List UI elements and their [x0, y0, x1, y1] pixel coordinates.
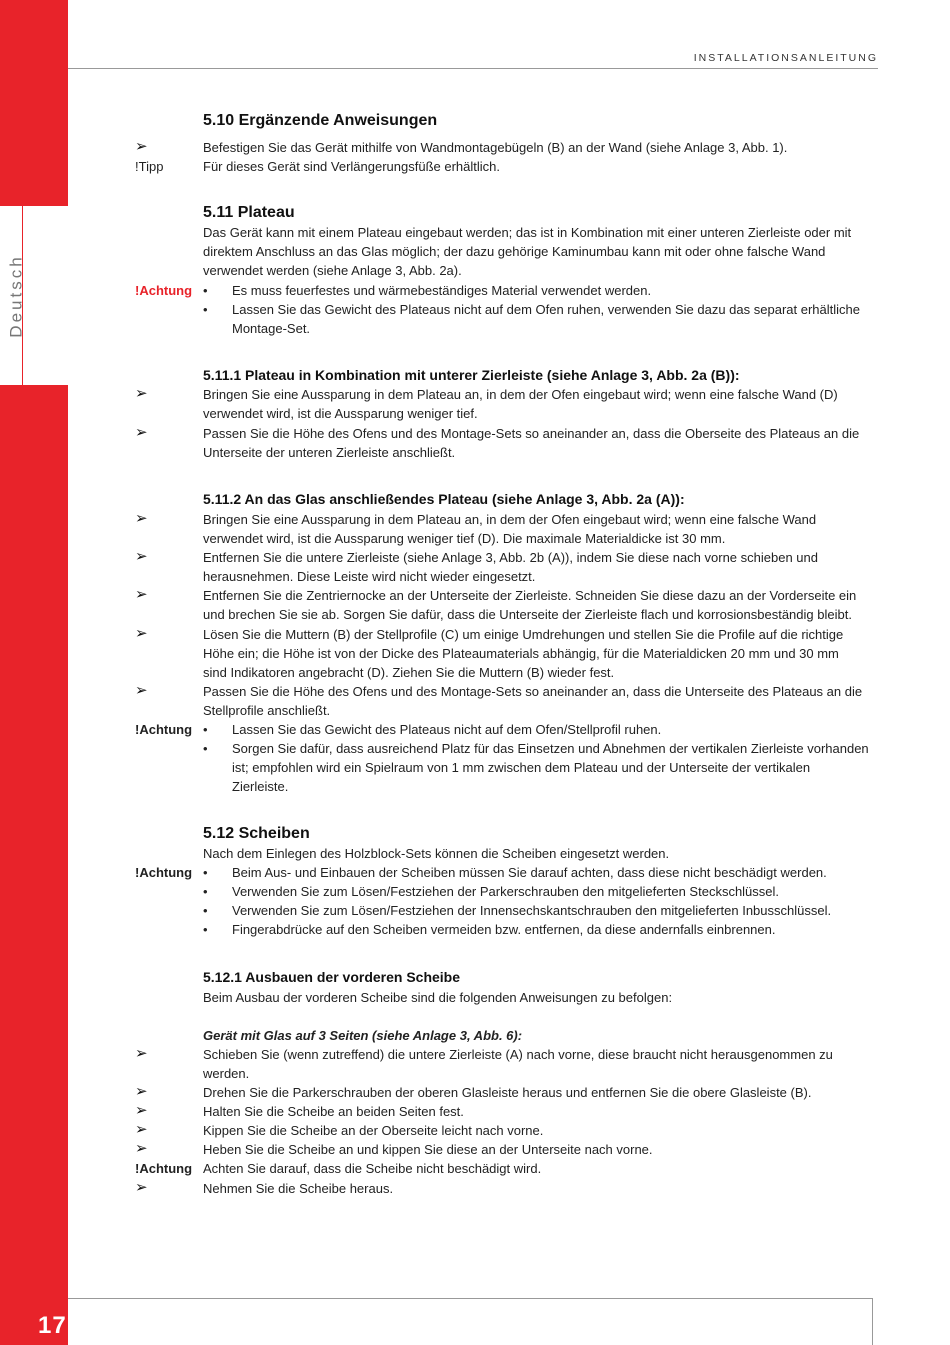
bullet-icon: • — [203, 741, 208, 756]
instruction-text: Stellprofile anschließt. — [203, 703, 331, 718]
arrow-bullet-icon: ➢ — [135, 1179, 148, 1196]
arrow-bullet-icon: ➢ — [135, 138, 148, 155]
instruction-text: Passen Sie die Höhe des Ofens und des Montage-Sets so aneinander an, dass die Oberseite des Plateaus an die — [203, 426, 860, 441]
instruction-text: werden. — [203, 1066, 250, 1081]
arrow-bullet-icon: ➢ — [135, 625, 148, 642]
page-number: 17 — [38, 1312, 67, 1339]
instruction-text: und brechen Sie sie ab. Sorgen Sie dafür, dass die Unterseite der Zierleiste flach und korrosionsbeständig bleibt. — [203, 607, 852, 622]
achtung-label: !Achtung — [135, 722, 193, 737]
header-rule — [68, 68, 878, 69]
arrow-bullet-icon: ➢ — [135, 385, 148, 402]
achtung-label: !Achtung — [135, 283, 193, 298]
instruction-text: Bringen Sie eine Aussparung in dem Plateau an, in dem der Ofen eingebaut wird; wenn eine falsche Wand — [203, 512, 817, 527]
arrow-bullet-icon: ➢ — [135, 586, 148, 603]
warning-text: Fingerabdrücke auf den Scheiben vermeiden bzw. entfernen, da diese andernfalls einbrennen. — [232, 922, 776, 937]
warning-text: Lassen Sie das Gewicht des Plateaus nicht auf dem Ofen ruhen, verwenden Sie dazu das separat erhältliche — [232, 302, 860, 317]
instruction-text: Halten Sie die Scheibe an beiden Seiten fest. — [203, 1104, 464, 1119]
section-heading-5-11: 5.11 Plateau — [203, 204, 295, 221]
subsection-heading-5-11-2: 5.11.2 An das Glas anschließendes Plateau (siehe Anlage 3, Abb. 2a (A)): — [203, 491, 685, 507]
paragraph-line: Beim Ausbau der vorderen Scheibe sind die folgenden Anweisungen zu befolgen: — [203, 990, 673, 1005]
instruction-text: Bringen Sie eine Aussparung in dem Plateau an, in dem der Ofen eingebaut wird; wenn eine falsche Wand (D) — [203, 387, 838, 402]
instruction-text: Entfernen Sie die Zentriernocke an der Unterseite der Zierleiste. Schneiden Sie diese dazu an der Vorderseite ein — [203, 588, 857, 603]
bullet-icon: • — [203, 722, 208, 737]
instruction-text: verwendet wird, ist die Aussparung weniger tief (D). Die maximale Materialdicke ist 30 mm. — [203, 531, 726, 546]
section-heading-5-12: 5.12 Scheiben — [203, 825, 310, 842]
arrow-bullet-icon: ➢ — [135, 682, 148, 699]
warning-text: Verwenden Sie zum Lösen/Festziehen der Innensechskantschrauben den mitgelieferten Inbusschlüssel. — [232, 903, 832, 918]
section-heading-5-10: 5.10 Ergänzende Anweisungen — [203, 112, 438, 129]
warning-text: Lassen Sie das Gewicht des Plateaus nicht auf dem Ofen/Stellprofil ruhen. — [232, 722, 662, 737]
instruction-text: Befestigen Sie das Gerät mithilfe von Wandmontagebügeln (B) an der Wand (siehe Anlage 3, Abb. 1). — [203, 140, 788, 155]
arrow-bullet-icon: ➢ — [135, 1102, 148, 1119]
arrow-bullet-icon: ➢ — [135, 510, 148, 527]
warning-text: Es muss feuerfestes und wärmebeständiges Material verwendet werden. — [232, 283, 652, 298]
page-header-title: INSTALLATIONSANLEITUNG — [693, 52, 878, 64]
achtung-label: !Achtung — [135, 865, 193, 880]
language-tab — [0, 206, 34, 386]
bullet-icon: • — [203, 884, 208, 899]
instruction-text: Heben Sie die Scheibe an und kippen Sie diese an der Unterseite nach vorne. — [203, 1142, 653, 1157]
red-margin-bar-bottom — [0, 385, 68, 1345]
bullet-icon: • — [203, 903, 208, 918]
instruction-text: Unterseite der unteren Zierleiste anschließt. — [203, 445, 456, 460]
arrow-bullet-icon: ➢ — [135, 548, 148, 565]
instruction-text: Kippen Sie die Scheibe an der Oberseite leicht nach vorne. — [203, 1123, 544, 1138]
bullet-icon: • — [203, 283, 208, 298]
arrow-bullet-icon: ➢ — [135, 1083, 148, 1100]
subsection-heading-5-11-1: 5.11.1 Plateau in Kombination mit unterer Zierleiste (siehe Anlage 3, Abb. 2a (B)): — [203, 367, 740, 383]
achtung-label: !Achtung — [135, 1161, 193, 1176]
instruction-text: herausnehmen. Diese Leiste wird nicht wieder eingesetzt. — [203, 569, 536, 584]
bullet-icon: • — [203, 922, 208, 937]
arrow-bullet-icon: ➢ — [135, 1045, 148, 1062]
footer-rule — [68, 1298, 872, 1299]
instruction-text: Nehmen Sie die Scheibe heraus. — [203, 1181, 394, 1196]
bullet-icon: • — [203, 302, 208, 317]
paragraph-line: verwendet werden (siehe Anlage 3, Abb. 2a). — [203, 263, 462, 278]
instruction-text: Höhe ein; die Höhe ist von der Dicke des Plateaumaterials abhängig, für die Materialdicken 20 mm und 30 mm — [203, 646, 839, 661]
instruction-text: verwendet wird, ist die Aussparung weniger tief. — [203, 406, 478, 421]
language-label: Deutsch — [7, 254, 26, 338]
instruction-text: sind Indikatoren angebracht (D). Ziehen Sie die Muttern (B) wieder fest. — [203, 665, 615, 680]
warning-text: Achten Sie darauf, dass die Scheibe nicht beschädigt wird. — [203, 1161, 542, 1176]
warning-text: Zierleiste. — [232, 779, 289, 794]
instruction-text: Passen Sie die Höhe des Ofens und des Montage-Sets so aneinander an, dass die Unterseite des Plateaus an die — [203, 684, 863, 699]
paragraph-line: direktem Anschluss an das Glas möglich; der dazu gehörige Kaminumbau kann mit oder ohne falsche Wand — [203, 244, 826, 259]
warning-text: Beim Aus- und Einbauen der Scheiben müssen Sie darauf achten, dass diese nicht beschädigt werden. — [232, 865, 827, 880]
warning-text: Montage-Set. — [232, 321, 311, 336]
arrow-bullet-icon: ➢ — [135, 1140, 148, 1157]
tipp-text: Für dieses Gerät sind Verlängerungsfüße erhältlich. — [203, 159, 500, 174]
warning-text: Sorgen Sie dafür, dass ausreichend Platz für das Einsetzen und Abnehmen der vertikalen Zierleiste vorhanden — [232, 741, 869, 756]
footer-corner-rule — [872, 1298, 873, 1345]
instruction-text: Entfernen Sie die untere Zierleiste (siehe Anlage 3, Abb. 2b (A)), indem Sie diese nach vorne schieben und — [203, 550, 818, 565]
red-margin-bar-top — [0, 0, 68, 206]
warning-text: ist; empfohlen wird ein Spielraum von 1 mm zwischen dem Plateau und der Unterseite der vertikalen — [232, 760, 811, 775]
subsection-heading-5-12-1: 5.12.1 Ausbauen der vorderen Scheibe — [203, 969, 461, 985]
arrow-bullet-icon: ➢ — [135, 1121, 148, 1138]
paragraph-line: Das Gerät kann mit einem Plateau eingebaut werden; das ist in Kombination mit einer unteren Zierleiste oder mit — [203, 225, 852, 240]
instruction-text: Lösen Sie die Muttern (B) der Stellprofile (C) um einige Umdrehungen und stellen Sie die Profile auf die richtige — [203, 627, 844, 642]
instruction-text: Drehen Sie die Parkerschrauben der oberen Glasleiste heraus und entfernen Sie die obere Glasleiste (B). — [203, 1085, 812, 1100]
warning-text: Verwenden Sie zum Lösen/Festziehen der Parkerschrauben den mitgelieferten Steckschlüssel. — [232, 884, 780, 899]
paragraph-line: Nach dem Einlegen des Holzblock-Sets können die Scheiben eingesetzt werden. — [203, 846, 670, 861]
arrow-bullet-icon: ➢ — [135, 424, 148, 441]
instruction-text: Schieben Sie (wenn zutreffend) die untere Zierleiste (A) nach vorne, diese braucht nicht herausgenommen zu — [203, 1047, 833, 1062]
tipp-label: !Tipp — [135, 159, 164, 174]
bullet-icon: • — [203, 865, 208, 880]
italic-subheading: Gerät mit Glas auf 3 Seiten (siehe Anlage 3, Abb. 6): — [203, 1028, 523, 1043]
